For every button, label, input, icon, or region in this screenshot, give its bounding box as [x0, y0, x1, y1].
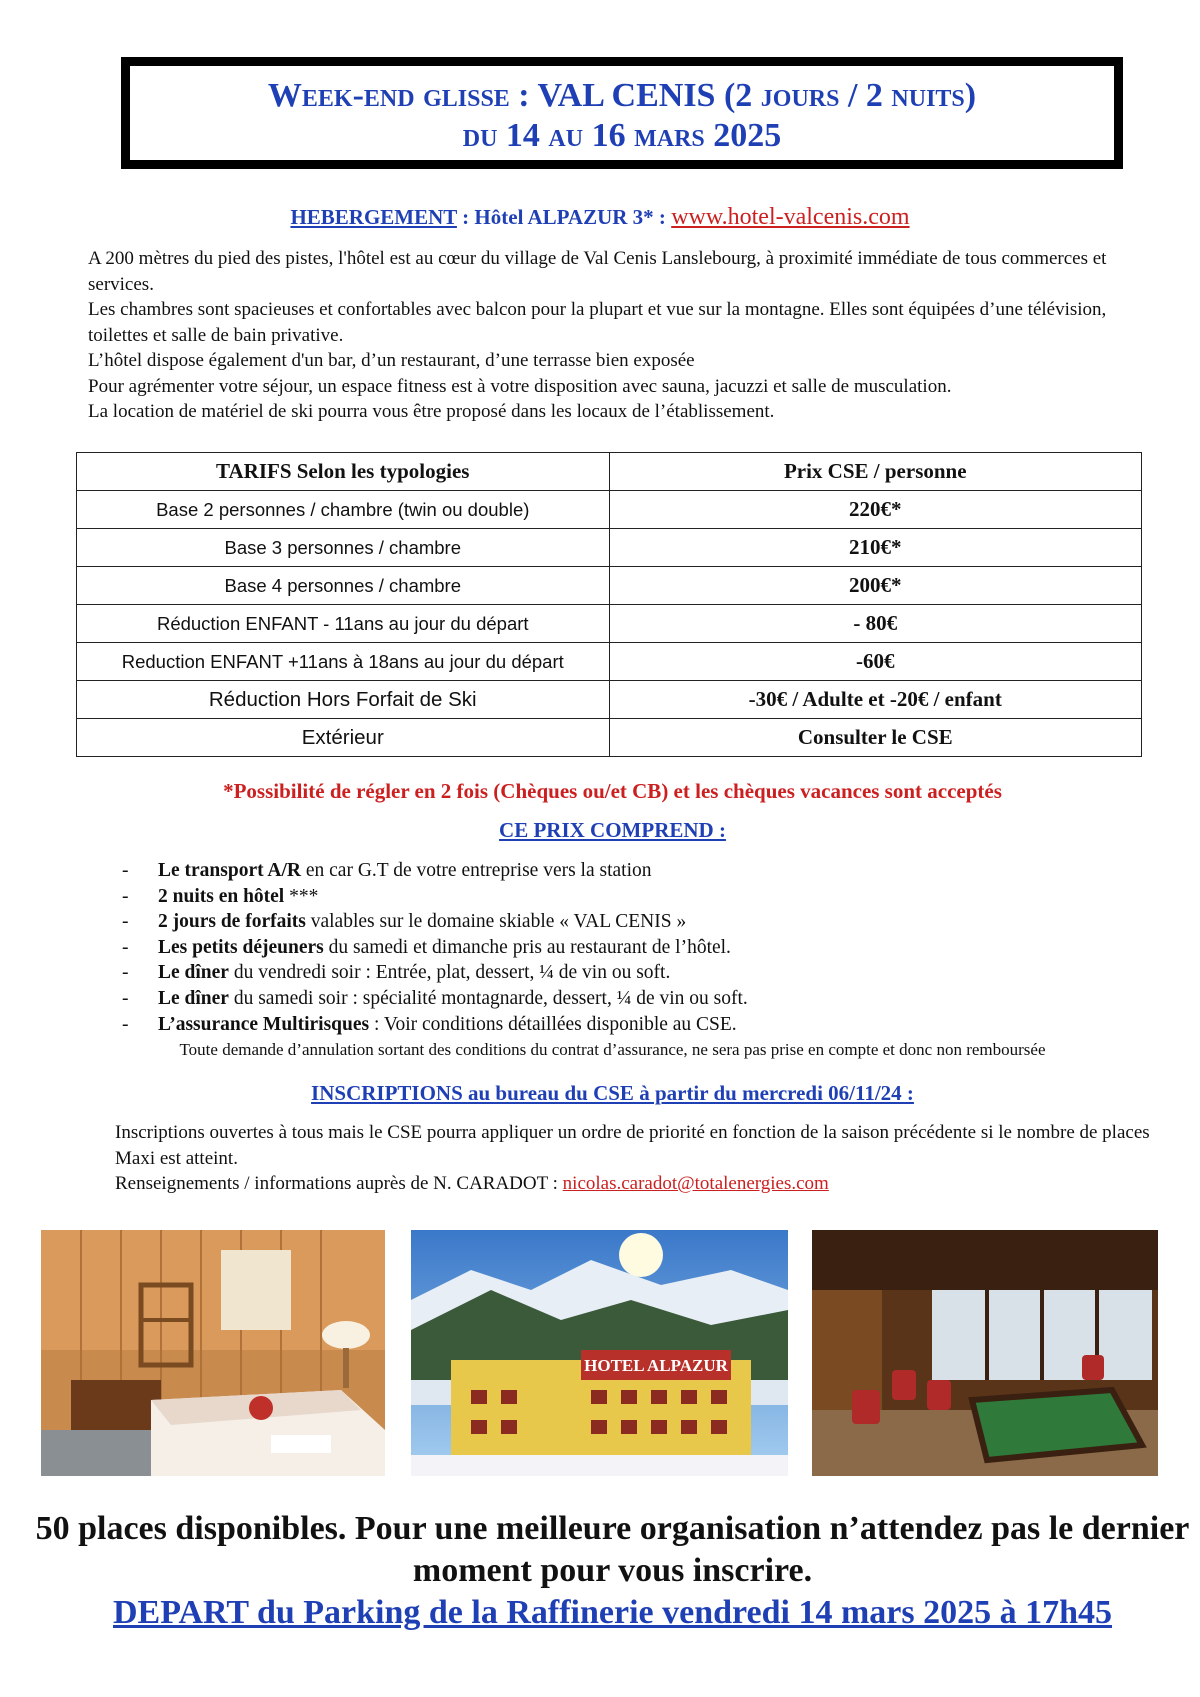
table-row	[77, 719, 1142, 757]
tarif-label: Base 3 personnes / chambre	[77, 529, 610, 567]
list-item	[122, 1012, 748, 1038]
places-message: 50 places disponibles. Pour une meilleure organisation n’attendez pas le dernier moment pour vous inscrire.	[35, 1510, 1190, 1589]
item-bold: Le dîner	[158, 987, 229, 1009]
item-text: du samedi et dimanche pris au restaurant de l’hôtel.	[323, 936, 731, 958]
bar-photo	[812, 1230, 1158, 1476]
inscriptions-text	[115, 1120, 1155, 1197]
hebergement-hotel: : Hôtel ALPAZUR 3* :	[456, 205, 672, 229]
inscriptions-contact	[115, 1171, 1155, 1197]
table-row	[77, 681, 1142, 719]
description-paragraph: L’hôtel dispose également d'un bar, d’un restaurant, d’une terrasse bien exposée	[88, 350, 695, 371]
item-text: du vendredi soir : Entrée, plat, dessert, ¼ de vin ou soft.	[228, 962, 671, 984]
tarif-label: Base 4 personnes / chambre	[77, 567, 610, 605]
hotel-exterior-photo	[411, 1230, 788, 1476]
item-text: ***	[284, 885, 319, 907]
hebergement-label: HEBERGEMENT	[290, 205, 457, 229]
title-box	[121, 57, 1123, 169]
table-row	[77, 643, 1142, 681]
title-line-2: du 14 au 16 mars 2025	[462, 117, 782, 154]
table-row	[77, 567, 1142, 605]
hotel-sign-text: HOTEL ALPAZUR	[584, 1356, 728, 1375]
table-row	[77, 605, 1142, 643]
tarif-price: -30€ / Adulte et -20€ / enfant	[609, 681, 1142, 719]
tarif-price: 220€*	[609, 491, 1142, 529]
item-text: : Voir conditions détaillées disponible au CSE.	[369, 1013, 737, 1035]
tarifs-header-right: Prix CSE / personne	[609, 453, 1142, 491]
contact-prefix: Renseignements / informations auprès de N. CARADOT :	[115, 1173, 563, 1194]
inscriptions-title: INSCRIPTIONS au bureau du CSE à partir du mercredi 06/11/24 :	[311, 1081, 914, 1105]
list-item	[122, 909, 748, 935]
depart-message: DEPART du Parking de la Raffinerie vendredi 14 mars 2025 à 17h45	[113, 1594, 1112, 1631]
item-text: valables sur le domaine skiable « VAL CENIS »	[305, 911, 687, 933]
list-item	[122, 935, 748, 961]
item-bold: Le dîner	[158, 962, 229, 984]
tarifs-header-left: TARIFS Selon les typologies	[77, 453, 610, 491]
description-paragraph: La location de matériel de ski pourra vous être proposé dans les locaux de l’établissement.	[88, 401, 775, 422]
tarif-price: Consulter le CSE	[609, 719, 1142, 757]
item-bold: Le transport A/R	[158, 860, 301, 881]
contact-email-link[interactable]: nicolas.caradot@totalenergies.com	[562, 1173, 829, 1194]
tarif-price: -60€	[609, 643, 1142, 681]
payment-note: *Possibilité de régler en 2 fois (Chèques ou/et CB) et les chèques vacances sont acceptés	[223, 779, 1002, 803]
room-photo	[41, 1230, 385, 1476]
item-bold: 2 nuits en hôtel	[158, 885, 285, 907]
table-row	[77, 529, 1142, 567]
inscriptions-line: Inscriptions ouvertes à tous mais le CSE pourra appliquer un ordre de priorité en fonction de la saison précédente si le nombre de places Maxi est atteint.	[115, 1122, 1150, 1169]
tarif-price: 210€*	[609, 529, 1142, 567]
tarif-label: Base 2 personnes / chambre (twin ou double)	[77, 491, 610, 529]
description-paragraph: Les chambres sont spacieuses et confortables avec balcon pour la plupart et vue sur la montagne. Elles sont équipées d’une télévision, toilettes et salle de bain privative.	[88, 299, 1107, 346]
item-text: en car G.T de votre entreprise vers la station	[301, 860, 652, 881]
item-bold: Les petits déjeuners	[158, 936, 324, 958]
comprend-title: CE PRIX COMPREND :	[499, 818, 726, 842]
hotel-description	[88, 246, 1138, 425]
tarif-label: Réduction ENFANT - 11ans au jour du départ	[77, 605, 610, 643]
hotel-website-link[interactable]: www.hotel-valcenis.com	[671, 204, 910, 230]
item-bold: 2 jours de forfaits	[158, 911, 306, 933]
tarifs-header-row	[77, 453, 1142, 491]
description-paragraph: Pour agrémenter votre séjour, un espace fitness est à votre disposition avec sauna, jacuzzi et salle de musculation.	[88, 375, 952, 397]
tarif-label: Reduction ENFANT +11ans à 18ans au jour du départ	[77, 643, 610, 681]
title-line-1: Week-end glisse : VAL CENIS (2 jours / 2 nuits)	[267, 77, 977, 114]
annulation-note: Toute demande d’annulation sortant des conditions du contrat d’assurance, ne sera pas prise en compte et donc non remboursée	[179, 1040, 1046, 1059]
item-bold: L’assurance Multirisques	[158, 1013, 370, 1035]
list-item	[122, 884, 748, 910]
tarif-price: - 80€	[609, 605, 1142, 643]
tarifs-table	[76, 452, 1142, 757]
tarif-price: 200€*	[609, 567, 1142, 605]
hebergement-heading	[0, 204, 1200, 231]
tarif-label: Extérieur	[77, 719, 610, 757]
included-list	[122, 858, 748, 1037]
list-item	[122, 986, 748, 1012]
list-item	[122, 858, 748, 884]
list-item	[122, 960, 748, 986]
item-text: du samedi soir : spécialité montagnarde, dessert, ¼ de vin ou soft.	[228, 987, 748, 1009]
description-paragraph: A 200 mètres du pied des pistes, l'hôtel est au cœur du village de Val Cenis Lanslebourg, à proximité immédiate de tous commerces et services.	[88, 248, 1107, 295]
table-row	[77, 491, 1142, 529]
tarif-label: Réduction Hors Forfait de Ski	[77, 681, 610, 719]
